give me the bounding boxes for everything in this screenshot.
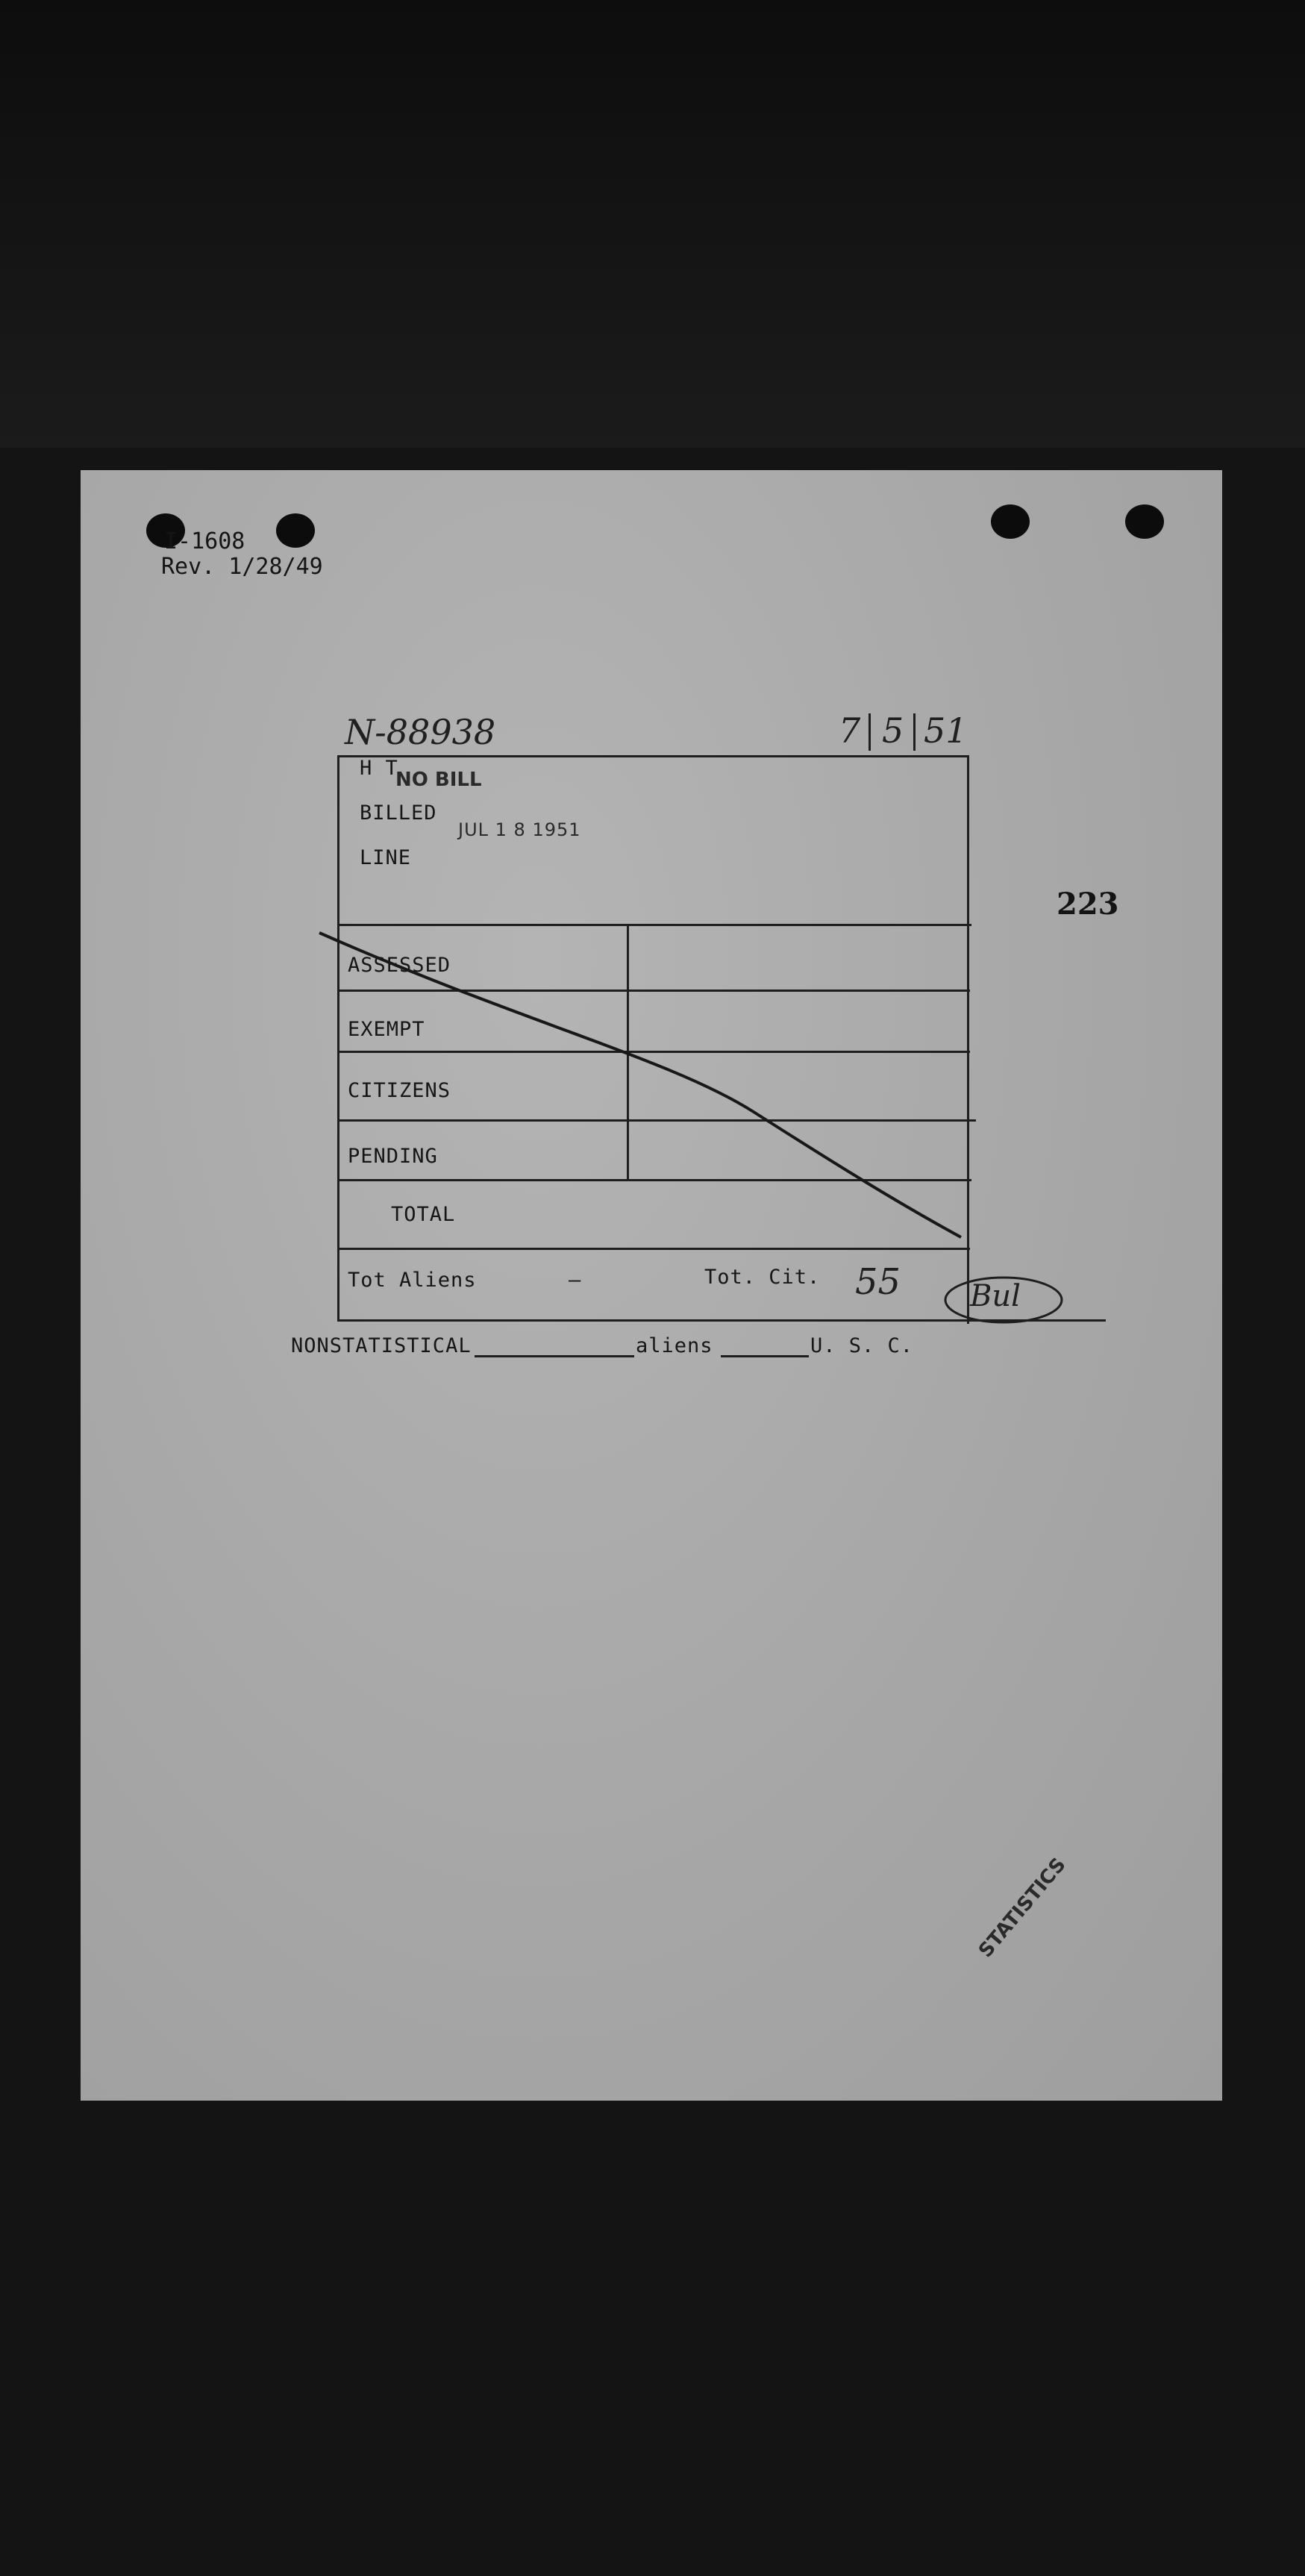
- tot-cit-value: 55: [855, 1261, 901, 1303]
- row-label-citizens: CITIZENS: [348, 1079, 451, 1102]
- case-number: N-88938: [345, 712, 496, 752]
- statistics-stamp: STATISTICS: [974, 1854, 1071, 1963]
- nonstatistical-label: NONSTATISTICAL: [291, 1334, 472, 1357]
- ht-label: H T: [360, 757, 398, 780]
- aliens-blank: [721, 1355, 809, 1357]
- date-day: 5: [882, 710, 904, 751]
- date-stamp: JUL 1 8 1951: [458, 819, 581, 840]
- tot-cit-label: Tot. Cit.: [704, 1266, 821, 1289]
- page-number: 223: [1057, 887, 1119, 922]
- row-label-exempt: EXEMPT: [348, 1018, 425, 1041]
- nonstatistical-blank: [475, 1355, 634, 1357]
- tot-aliens-value: —: [569, 1269, 582, 1292]
- form-id: I-1608: [164, 528, 245, 554]
- form-revision: Rev. 1/28/49: [161, 554, 323, 580]
- handwritten-initials: Bul: [970, 1279, 1021, 1313]
- row-label-pending: PENDING: [348, 1145, 438, 1168]
- billed-label: BILLED: [360, 801, 437, 825]
- line-label: LINE: [360, 846, 412, 869]
- initials-loop: [945, 1278, 1062, 1322]
- total-label: TOTAL: [391, 1203, 456, 1226]
- date-year: 51: [924, 710, 968, 751]
- no-bill-stamp: NO BILL: [395, 769, 482, 791]
- row-label-assessed: ASSESSED: [348, 954, 451, 977]
- aliens-label: aliens: [636, 1334, 713, 1357]
- date-month: 7: [839, 710, 861, 751]
- tot-aliens-label: Tot Aliens: [348, 1269, 477, 1292]
- usc-label: U. S. C.: [810, 1334, 914, 1357]
